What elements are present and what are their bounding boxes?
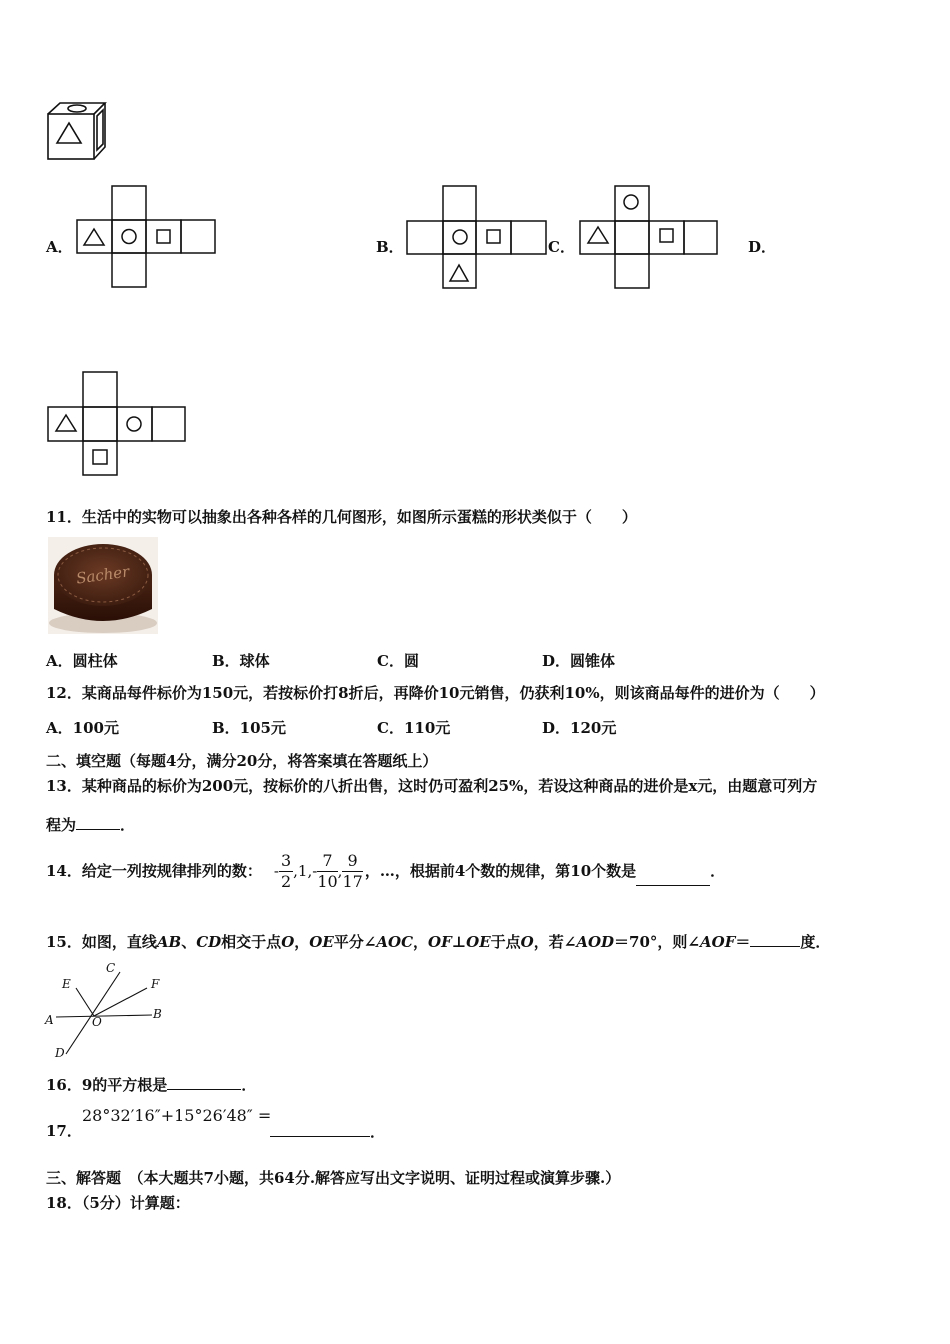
q14-fraction-2: $\frac{7}{10}$ <box>317 850 338 891</box>
q14-answer-blank[interactable] <box>636 871 710 886</box>
q14-fraction-3: $\frac{9}{17}$ <box>342 850 363 891</box>
section-2-title: 二、填空题（每题4分，满分20分，将答案填在答题纸上） <box>46 752 438 770</box>
q12-option-c[interactable]: C．110元 <box>377 719 451 737</box>
q14-row <box>46 848 725 894</box>
q16-stem: 16．9的平方根是 ． <box>46 1076 257 1094</box>
label-o: O <box>92 1015 102 1029</box>
label-b: B <box>153 1007 162 1021</box>
q12-option-d[interactable]: D．120元 <box>542 719 617 737</box>
q10-option-c-label[interactable]: C． <box>548 238 575 256</box>
label-a: A <box>45 1013 54 1027</box>
line-cd <box>66 972 120 1054</box>
line-ab <box>56 1015 152 1017</box>
net-d-figure[interactable] <box>46 371 190 477</box>
ray-oe <box>76 988 94 1016</box>
q14-mid: ,1,- <box>293 862 318 880</box>
q17-answer-blank[interactable] <box>270 1122 370 1137</box>
q13-line-1: 13．某种商品的标价为200元，按标价的八折出售，这时仍可盈利25%，若设这种商品的进价是x元，由题意可列方 <box>46 777 818 795</box>
q14-prefix: 14．给定一列按规律排列的数： <box>46 862 262 880</box>
q10-option-b-label[interactable]: B． <box>376 238 404 256</box>
q15-stem: 15．如图，直线AB、CD相交于点O，OE平分∠AOC，OF⊥OE于点O，若∠AOD＝70°，则∠AOF＝ 度． <box>46 933 831 951</box>
q11-option-b[interactable]: B．球体 <box>212 652 270 670</box>
net-a-figure[interactable] <box>76 185 218 289</box>
cake-image <box>48 537 158 634</box>
q16-answer-blank[interactable] <box>167 1075 241 1090</box>
label-f: F <box>151 977 160 991</box>
q13-line-2 <box>46 815 135 834</box>
q15-answer-blank[interactable] <box>750 932 800 947</box>
q14-end: ． <box>710 862 726 880</box>
section-3-title: 三、解答题 （本大题共7小题，共64分.解答应写出文字说明、证明过程或演算步骤.） <box>46 1169 621 1187</box>
label-e: E <box>62 977 71 991</box>
q12-stem: 12．某商品每件标价为150元，若按标价打8折后，再降价10元销售，仍获利10%，则该商品每件的进价为（ ） <box>46 684 825 702</box>
label-d: D <box>55 1046 65 1060</box>
q11-option-c[interactable]: C．圆 <box>377 652 419 670</box>
q18-stem: 18．（5分）计算题： <box>46 1194 190 1212</box>
q17-number: 17． <box>46 1122 82 1140</box>
label-c: C <box>106 961 116 975</box>
cube-figure <box>44 100 110 162</box>
q11-stem: 11．生活中的实物可以抽象出各种各样的几何图形，如图所示蛋糕的形状类似于（ ） <box>46 508 637 526</box>
q14-suffix: ，…，根据前4个数的规律，第10个数是 <box>364 862 637 880</box>
q11-option-a[interactable]: A．圆柱体 <box>46 652 118 670</box>
q11-option-d[interactable]: D．圆锥体 <box>542 652 616 670</box>
q14-sign-1: - <box>273 862 279 880</box>
q15-lines-figure <box>44 960 174 1062</box>
ray-of <box>94 988 147 1016</box>
q14-fraction-1: $\frac{3}{2}$ <box>280 850 292 891</box>
q17-answer-row: ． <box>270 1122 385 1141</box>
q13-answer-blank[interactable] <box>76 815 120 830</box>
q10-option-a-label[interactable]: A． <box>46 238 73 256</box>
net-c-figure[interactable] <box>578 185 720 291</box>
q12-option-a[interactable]: A．100元 <box>46 719 119 737</box>
q17-expression: 28°32′16″+15°26′48″ = <box>82 1106 272 1125</box>
q12-option-b[interactable]: B．105元 <box>212 719 286 737</box>
net-b-figure[interactable] <box>405 185 549 291</box>
q10-option-d-label[interactable]: D． <box>748 238 777 256</box>
q13-end: ． <box>120 816 136 834</box>
q14-comma: , <box>337 862 343 880</box>
cake-writing: Sacher <box>75 562 131 588</box>
q13-prefix: 程为 <box>46 816 77 834</box>
